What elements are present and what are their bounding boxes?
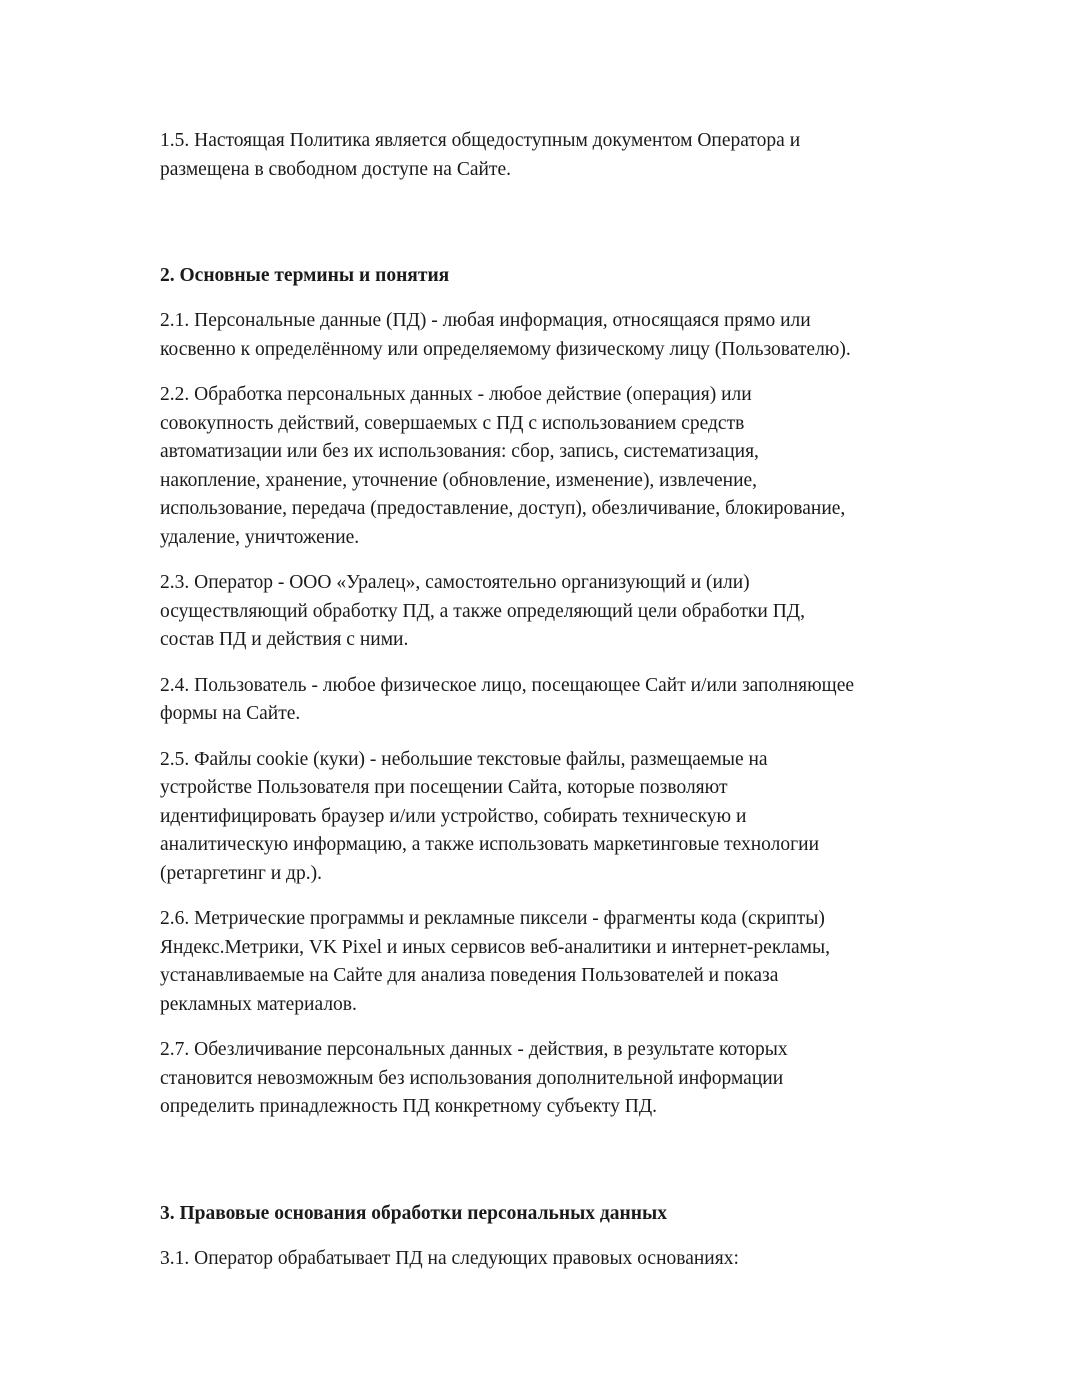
text-line: 3.1. Оператор обрабатывает ПД на следующих правовых основаниях: [160, 1247, 739, 1269]
text-line: рекламных материалов. [160, 993, 357, 1015]
text-line: идентифицировать браузер и/или устройство, собирать техническую и [160, 805, 747, 827]
text-line: 2.4. Пользователь - любое физическое лицо, посещающее Сайт и/или заполняющее [160, 674, 855, 696]
section-heading-3: 3. Правовые основания обработки персональных данных [160, 1202, 667, 1224]
text-line: осуществляющий обработку ПД, а также определяющий цели обработки ПД, [160, 600, 805, 622]
text-line: формы на Сайте. [160, 703, 301, 724]
text-line: аналитическую информацию, а также использовать маркетинговые технологии [160, 834, 820, 855]
text-line: 2.2. Обработка персональных данных - любое действие (операция) или [160, 384, 752, 405]
text-line: косвенно к определённому или определяемому физическому лицу (Пользователю). [160, 338, 851, 360]
text-line: размещена в свободном доступе на Сайте. [160, 158, 511, 180]
text-line: Яндекс.Метрики, VK Pixel и иных сервисов веб-аналитики и интернет-рекламы, [160, 936, 830, 958]
paragraph-2-1 [160, 307, 960, 364]
text-line: совокупность действий, совершаемых с ПД с использованием средств [160, 412, 745, 434]
paragraph-2-6 [160, 905, 960, 1019]
paragraph-2-3 [160, 569, 960, 655]
text-line: состав ПД и действия с ними. [160, 629, 409, 650]
section-spacer [160, 1139, 960, 1200]
text-line: 2.3. Оператор - ООО «Уралец», самостоятельно организующий и (или) [160, 572, 750, 593]
section-heading-2: 2. Основные термины и понятия [160, 265, 450, 286]
document-page [160, 127, 960, 1290]
text-line: 2.5. Файлы cookie (куки) - небольшие текстовые файлы, размещаемые на [160, 748, 768, 770]
text-line: становится невозможным без использования дополнительной информации [160, 1067, 784, 1089]
text-line: удаление, уничтожение. [160, 526, 360, 548]
text-line: накопление, хранение, уточнение (обновление, изменение), извлечение, [160, 469, 758, 491]
text-line: устройстве Пользователя при посещении Сайта, которые позволяют [160, 777, 728, 798]
text-line: определить принадлежность ПД конкретному субъекту ПД. [160, 1096, 658, 1117]
paragraph-2-7 [160, 1036, 960, 1122]
text-line: 2.7. Обезличивание персональных данных - действия, в результате которых [160, 1039, 788, 1060]
paragraph-2-5 [160, 746, 960, 889]
text-line: устанавливаемые на Сайте для анализа поведения Пользователей и показа [160, 965, 779, 986]
text-line: использование, передача (предоставление, доступ), обезличивание, блокирование, [160, 498, 846, 519]
section-spacer [160, 201, 960, 262]
paragraph-2-4 [160, 672, 960, 729]
paragraph-2-2 [160, 381, 960, 552]
text-line: 1.5. Настоящая Политика является общедоступным документом Оператора и [160, 130, 801, 151]
paragraph-1-5 [160, 127, 960, 184]
text-line: (ретаргетинг и др.). [160, 862, 322, 884]
paragraph-3-1 [160, 1245, 960, 1274]
text-line: 2.6. Метрические программы и рекламные пиксели - фрагменты кода (скрипты) [160, 908, 825, 929]
text-line: 2.1. Персональные данные (ПД) - любая информация, относящаяся прямо или [160, 310, 811, 331]
text-line: автоматизации или без их использования: сбор, запись, систематизация, [160, 441, 759, 462]
